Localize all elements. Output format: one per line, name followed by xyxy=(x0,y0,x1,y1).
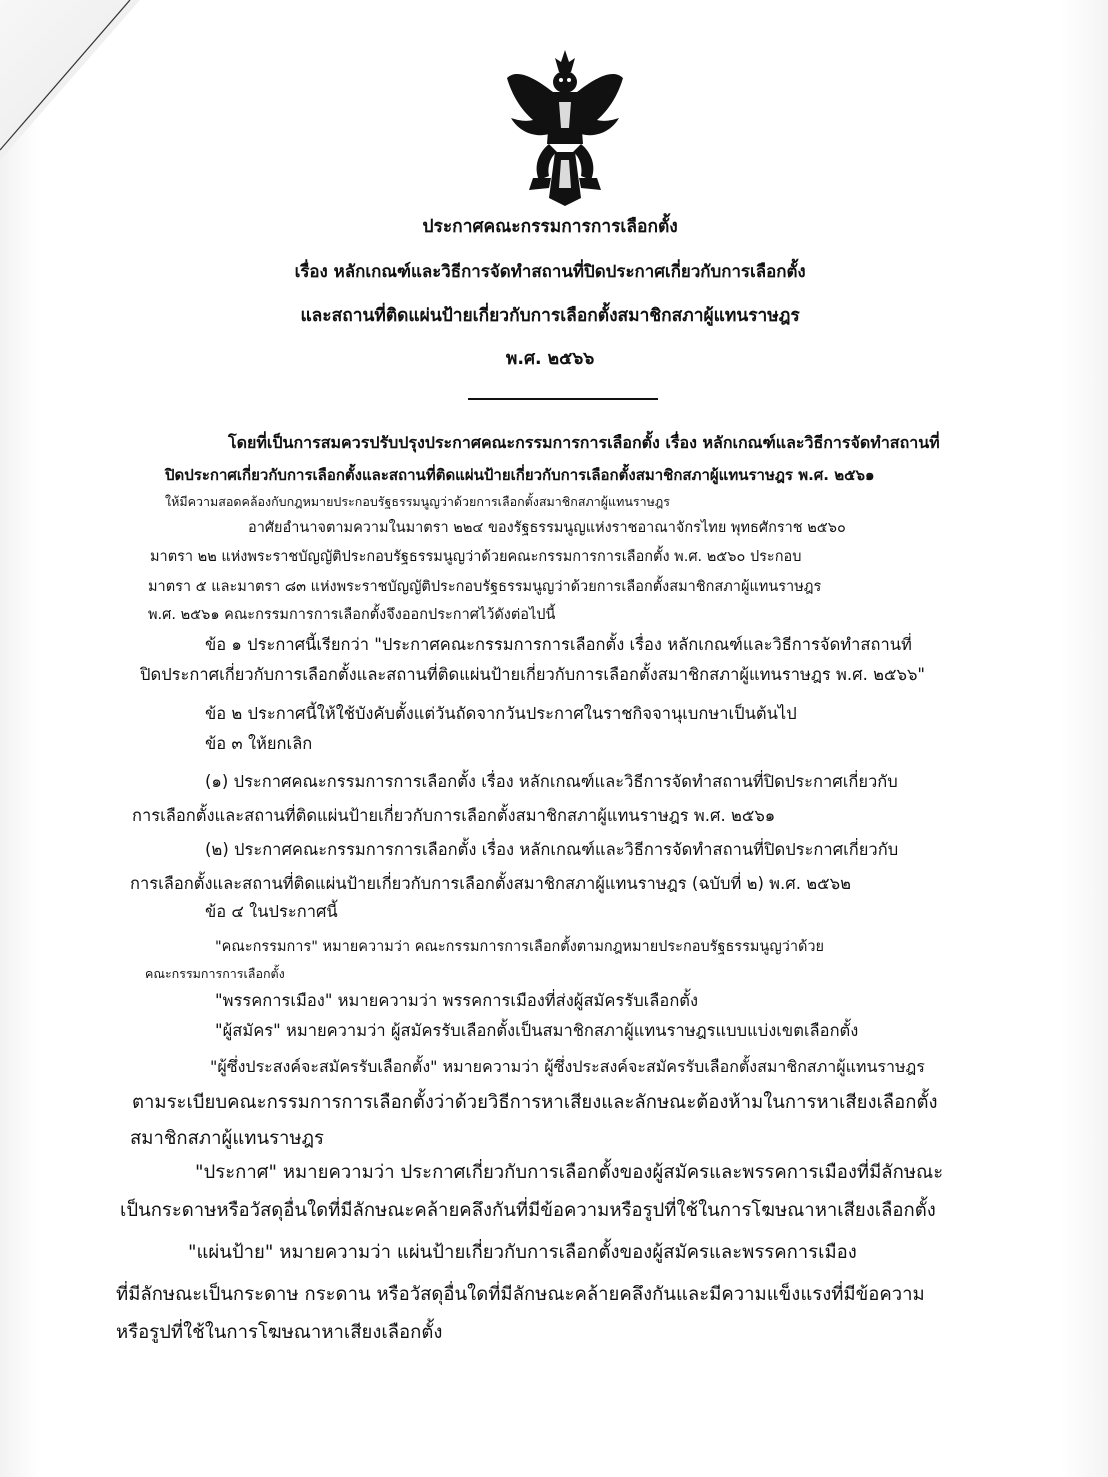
definition-committee-line-2: คณะกรรมการการเลือกตั้ง xyxy=(145,966,285,981)
clause-4: ข้อ ๔ ในประกาศนี้ xyxy=(205,902,338,921)
clause-2: ข้อ ๒ ประกาศนี้ให้ใช้บังคับตั้งแต่วันถัดจากวันประกาศในราชกิจจานุเบกษาเป็นต้นไป xyxy=(205,704,797,723)
clause-3-item-2-line-1: (๒) ประกาศคณะกรรมการการเลือกตั้ง เรื่อง หลักเกณฑ์และวิธีการจัดทำสถานที่ปิดประกาศเกี่ยวกับ xyxy=(205,840,899,859)
definition-sign-line-2: ที่มีลักษณะเป็นกระดาษ กระดาน หรือวัสดุอื่นใดที่มีลักษณะคล้ายคลึงกันและมีความแข็งแรงที่มีข้อความ xyxy=(116,1284,925,1305)
title-line-1: ประกาศคณะกรรมการการเลือกตั้ง xyxy=(422,217,678,237)
definition-sign-line-3: หรือรูปที่ใช้ในการโฆษณาหาเสียงเลือกตั้ง xyxy=(116,1322,443,1343)
title-line-3: และสถานที่ติดแผ่นป้ายเกี่ยวกับการเลือกตั้งสมาชิกสภาผู้แทนราษฎร xyxy=(300,306,800,326)
clause-1-line-1: ข้อ ๑ ประกาศนี้เรียกว่า "ประกาศคณะกรรมการการเลือกตั้ง เรื่อง หลักเกณฑ์และวิธีการจัดทำสถานที่ xyxy=(205,635,912,654)
clause-3-item-1-line-1: (๑) ประกาศคณะกรรมการการเลือกตั้ง เรื่อง หลักเกณฑ์และวิธีการจัดทำสถานที่ปิดประกาศเกี่ยวกับ xyxy=(205,772,898,791)
preamble-line-5: มาตรา ๒๒ แห่งพระราชบัญญัติประกอบรัฐธรรมนูญว่าด้วยคณะกรรมการการเลือกตั้ง พ.ศ. ๒๕๖๐ ประกอบ xyxy=(150,549,802,565)
fold-edge xyxy=(0,0,140,170)
clause-1-line-2: ปิดประกาศเกี่ยวกับการเลือกตั้งและสถานที่ติดแผ่นป้ายเกี่ยวกับการเลือกตั้งสมาชิกสภาผู้แทนราษฎร พ.ศ. ๒๕๖๖" xyxy=(140,665,926,684)
title-line-4: พ.ศ. ๒๕๖๖ xyxy=(505,349,595,369)
preamble-line-7: พ.ศ. ๒๕๖๑ คณะกรรมการการเลือกตั้งจึงออกประกาศไว้ดังต่อไปนี้ xyxy=(148,607,556,623)
title-line-2: เรื่อง หลักเกณฑ์และวิธีการจัดทำสถานที่ปิดประกาศเกี่ยวกับการเลือกตั้ง xyxy=(294,262,806,282)
clause-3-item-2-line-2: การเลือกตั้งและสถานที่ติดแผ่นป้ายเกี่ยวกับการเลือกตั้งสมาชิกสภาผู้แทนราษฎร (ฉบับที่ ๒) พ.ศ. ๒๕๖๒ xyxy=(130,874,851,893)
preamble-line-6: มาตรา ๕ และมาตรา ๘๓ แห่งพระราชบัญญัติประกอบรัฐธรรมนูญว่าด้วยการเลือกตั้งสมาชิกสภาผู้แทนราษฎร xyxy=(148,579,822,595)
definition-party: "พรรคการเมือง" หมายความว่า พรรคการเมืองที่ส่งผู้สมัครรับเลือกตั้ง xyxy=(215,991,699,1010)
preamble-line-1: โดยที่เป็นการสมควรปรับปรุงประกาศคณะกรรมการการเลือกตั้ง เรื่อง หลักเกณฑ์และวิธีการจัดทำสถานที่ xyxy=(228,433,940,452)
definition-announcement-line-1: "ประกาศ" หมายความว่า ประกาศเกี่ยวกับการเลือกตั้งของผู้สมัครและพรรคการเมืองที่มีลักษณะ xyxy=(195,1162,944,1183)
preamble-line-4: อาศัยอำนาจตามความในมาตรา ๒๒๔ ของรัฐธรรมนูญแห่งราชอาณาจักรไทย พุทธศักราช ๒๕๖๐ xyxy=(248,520,846,536)
definition-prospective-line-2: ตามระเบียบคณะกรรมการการเลือกตั้งว่าด้วยวิธีการหาเสียงและลักษณะต้องห้ามในการหาเสียงเลือกตั้ง xyxy=(132,1092,938,1113)
title-divider xyxy=(468,398,658,400)
definition-candidate: "ผู้สมัคร" หมายความว่า ผู้สมัครรับเลือกตั้งเป็นสมาชิกสภาผู้แทนราษฎรแบบแบ่งเขตเลือกตั้ง xyxy=(215,1021,859,1040)
garuda-emblem-icon xyxy=(505,48,625,208)
definition-sign-line-1: "แผ่นป้าย" หมายความว่า แผ่นป้ายเกี่ยวกับการเลือกตั้งของผู้สมัครและพรรคการเมือง xyxy=(188,1242,857,1263)
preamble-line-3: ให้มีความสอดคล้องกับกฎหมายประกอบรัฐธรรมนูญว่าด้วยการเลือกตั้งสมาชิกสภาผู้แทนราษฎร xyxy=(165,494,670,509)
preamble-line-2: ปิดประกาศเกี่ยวกับการเลือกตั้งและสถานที่ติดแผ่นป้ายเกี่ยวกับการเลือกตั้งสมาชิกสภาผู้แทนราษฎร พ.ศ. ๒๕๖๑ xyxy=(165,466,875,484)
definition-prospective-line-3: สมาชิกสภาผู้แทนราษฎร xyxy=(130,1128,324,1149)
definition-committee-line-1: "คณะกรรมการ" หมายความว่า คณะกรรมการการเลือกตั้งตามกฎหมายประกอบรัฐธรรมนูญว่าด้วย xyxy=(215,939,825,955)
clause-3-item-1-line-2: การเลือกตั้งและสถานที่ติดแผ่นป้ายเกี่ยวกับการเลือกตั้งสมาชิกสภาผู้แทนราษฎร พ.ศ. ๒๕๖๑ xyxy=(132,806,776,825)
definition-announcement-line-2: เป็นกระดาษหรือวัสดุอื่นใดที่มีลักษณะคล้ายคลึงกันที่มีข้อความหรือรูปที่ใช้ในการโฆษณาหาเสียงเลือกตั้ง xyxy=(120,1200,936,1221)
definition-prospective-line-1: "ผู้ซึ่งประสงค์จะสมัครรับเลือกตั้ง" หมายความว่า ผู้ซึ่งประสงค์จะสมัครรับเลือกตั้งสมาชิกสภาผู้แทนราษฎร xyxy=(210,1057,925,1076)
clause-3: ข้อ ๓ ให้ยกเลิก xyxy=(205,734,313,753)
